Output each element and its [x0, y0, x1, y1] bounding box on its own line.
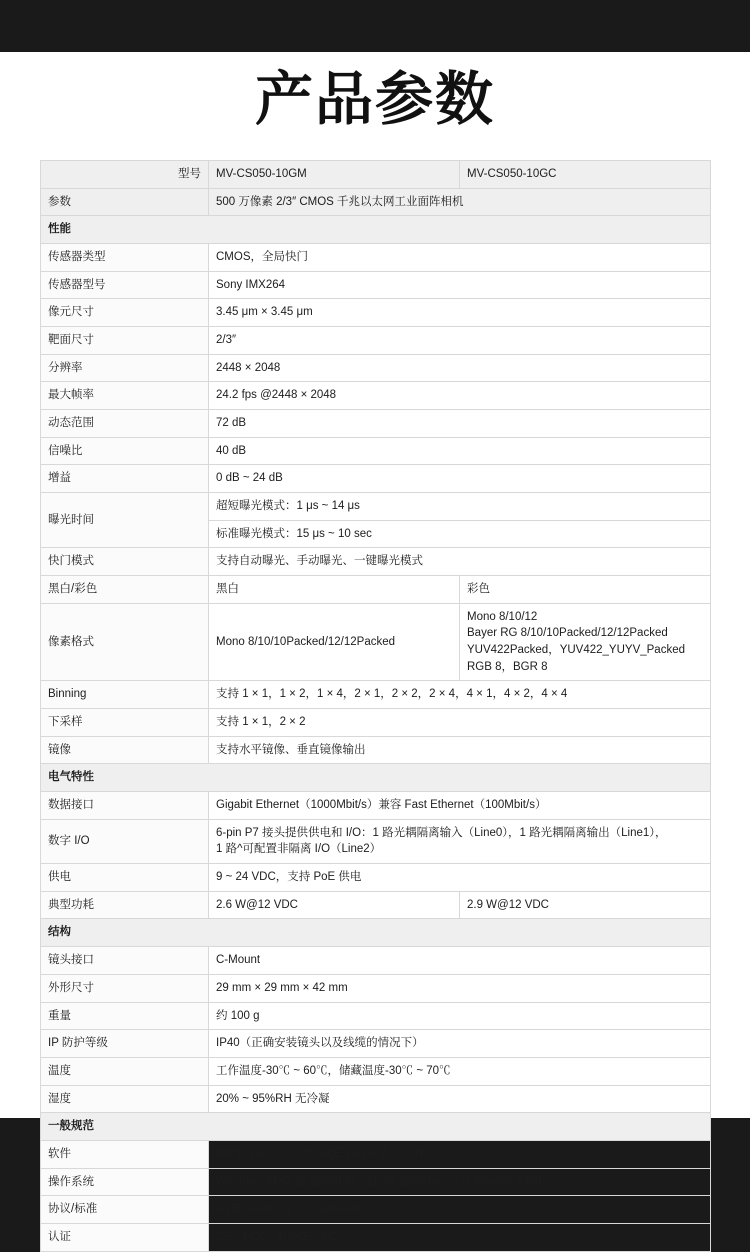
- row-label: 动态范围: [41, 410, 209, 438]
- row-value: C-Mount: [209, 947, 711, 975]
- row-value: 9 ~ 24 VDC，支持 PoE 供电: [209, 864, 711, 892]
- table-row: [41, 709, 711, 737]
- row-label: 像元尺寸: [41, 299, 209, 327]
- table-row: [41, 576, 711, 604]
- table-row: [41, 864, 711, 892]
- table-row: [41, 493, 711, 521]
- row-value: GigE Vision V2.0，GenICam: [209, 1196, 711, 1224]
- row-value: 0 dB ~ 24 dB: [209, 465, 711, 493]
- page-title: 产品参数: [254, 65, 495, 133]
- table-row: [41, 891, 711, 919]
- table-row: [41, 548, 711, 576]
- table-row: [41, 354, 711, 382]
- row-label: 传感器型号: [41, 271, 209, 299]
- table-row: [41, 736, 711, 764]
- row-label: 典型功耗: [41, 891, 209, 919]
- row-label: 数据接口: [41, 792, 209, 820]
- table-row: [41, 382, 711, 410]
- row-label: 供电: [41, 864, 209, 892]
- table-row: [41, 1196, 711, 1224]
- section-header-row: [41, 764, 711, 792]
- table-row: [41, 327, 711, 355]
- table-row: [41, 299, 711, 327]
- row-value: 6-pin P7 接头提供供电和 I/O：1 路光耦隔离输入（Line0），1 路光耦隔离输出（Line1）， 1 路^可配置非隔离 I/O（Line2）: [209, 819, 711, 863]
- table-row: [41, 947, 711, 975]
- row-label: 传感器类型: [41, 244, 209, 272]
- section-header-row: [41, 919, 711, 947]
- row-value-color: 2.9 W@12 VDC: [460, 891, 711, 919]
- row-value: 3.45 μm × 3.45 μm: [209, 299, 711, 327]
- row-value: 标准曝光模式：15 μs ~ 10 sec: [209, 520, 711, 548]
- row-value: 支持 1 × 1，2 × 2: [209, 709, 711, 737]
- row-label: 数字 I/O: [41, 819, 209, 863]
- table-row: [41, 603, 711, 681]
- table-row: [41, 1140, 711, 1168]
- row-value: 29 mm × 29 mm × 42 mm: [209, 974, 711, 1002]
- row-label: 软件: [41, 1140, 209, 1168]
- row-label: 靶面尺寸: [41, 327, 209, 355]
- row-value: 2/3″: [209, 327, 711, 355]
- spec-table-body: [41, 161, 711, 1252]
- row-value: 超短曝光模式：1 μs ~ 14 μs: [209, 493, 711, 521]
- row-label: 黑白/彩色: [41, 576, 209, 604]
- section-header-row: [41, 216, 711, 244]
- row-value: 工作温度-30℃ ~ 60℃，储藏温度-30℃ ~ 70℃: [209, 1057, 711, 1085]
- row-value: 24.2 fps @2448 × 2048: [209, 382, 711, 410]
- row-value: 支持水平镜像、垂直镜像输出: [209, 736, 711, 764]
- header-description: 500 万像素 2/3″ CMOS 千兆以太网工业面阵相机: [209, 188, 711, 216]
- row-value: CMOS，全局快门: [209, 244, 711, 272]
- row-label: 认证: [41, 1223, 209, 1251]
- row-value-color: Mono 8/10/12 Bayer RG 8/10/10Packed/12/12Packed YUV422Packed，YUV422_YUYV_Packed RGB 8，BGR 8: [460, 603, 711, 681]
- row-value: 40 dB: [209, 437, 711, 465]
- row-value: CE，FCC，RoHS，KC: [209, 1223, 711, 1251]
- row-label: 镜像: [41, 736, 209, 764]
- section-title: 一般规范: [41, 1113, 711, 1141]
- table-row: [41, 410, 711, 438]
- row-label: 外形尺寸: [41, 974, 209, 1002]
- table-row: [41, 1223, 711, 1251]
- row-value-mono: Mono 8/10/10Packed/12/12Packed: [209, 603, 460, 681]
- row-label: 像素格式: [41, 603, 209, 681]
- table-row: [41, 1002, 711, 1030]
- row-value-mono: 黑白: [209, 576, 460, 604]
- section-title: 结构: [41, 919, 711, 947]
- table-row: [41, 1030, 711, 1058]
- header-model-label: 型号: [41, 161, 209, 189]
- row-label: IP 防护等级: [41, 1030, 209, 1058]
- row-label: 重量: [41, 1002, 209, 1030]
- row-label: 协议/标准: [41, 1196, 209, 1224]
- row-value: 约 100 g: [209, 1002, 711, 1030]
- row-label: 曝光时间: [41, 493, 209, 548]
- row-label: 分辨率: [41, 354, 209, 382]
- row-label: 增益: [41, 465, 209, 493]
- row-value-color: 彩色: [460, 576, 711, 604]
- row-value: 支持 1 × 1，1 × 2，1 × 4，2 × 1，2 × 2，2 × 4，4 × 1，4 × 2，4 × 4: [209, 681, 711, 709]
- header-param-label: 参数: [41, 188, 209, 216]
- section-header-row: [41, 1113, 711, 1141]
- row-label: 快门模式: [41, 548, 209, 576]
- row-value: Gigabit Ethernet（1000Mbit/s）兼容 Fast Ethernet（100Mbit/s）: [209, 792, 711, 820]
- row-label: 信噪比: [41, 437, 209, 465]
- table-header-row-model: [41, 161, 711, 189]
- row-label: 操作系统: [41, 1168, 209, 1196]
- table-row: [41, 819, 711, 863]
- row-value: IP40（正确安装镜头以及线缆的情况下）: [209, 1030, 711, 1058]
- table-row: [41, 1057, 711, 1085]
- table-row: [41, 437, 711, 465]
- row-label: Binning: [41, 681, 209, 709]
- spec-table: [40, 160, 711, 1252]
- row-label: 最大帧率: [41, 382, 209, 410]
- spec-table-wrapper: [40, 160, 710, 1252]
- section-title: 电气特性: [41, 764, 711, 792]
- section-title: 性能: [41, 216, 711, 244]
- table-header-row-param: [41, 188, 711, 216]
- row-value: 20% ~ 95%RH 无冷凝: [209, 1085, 711, 1113]
- row-label: 温度: [41, 1057, 209, 1085]
- row-value: Windows XP/7/10 32/64bits，Linux 32/64bits 以及 MacOS 64bits: [209, 1168, 711, 1196]
- row-value: Sony IMX264: [209, 271, 711, 299]
- row-label: 镜头接口: [41, 947, 209, 975]
- product-spec-page: [0, 52, 750, 1243]
- row-value: 支持自动曝光、手动曝光、一键曝光模式: [209, 548, 711, 576]
- row-value: MVS 或第三方支持 GigE Vision 协议软件: [209, 1140, 711, 1168]
- row-value: 2448 × 2048: [209, 354, 711, 382]
- row-label: 下采样: [41, 709, 209, 737]
- table-row: [41, 244, 711, 272]
- table-row: [41, 1168, 711, 1196]
- row-value-mono: 2.6 W@12 VDC: [209, 891, 460, 919]
- row-label: 湿度: [41, 1085, 209, 1113]
- table-row: [41, 465, 711, 493]
- table-row: [41, 271, 711, 299]
- header-model-a: MV-CS050-10GM: [209, 161, 460, 189]
- row-value: 72 dB: [209, 410, 711, 438]
- table-row: [41, 1085, 711, 1113]
- table-row: [41, 681, 711, 709]
- header-model-b: MV-CS050-10GC: [460, 161, 711, 189]
- table-row: [41, 974, 711, 1002]
- table-row: [41, 792, 711, 820]
